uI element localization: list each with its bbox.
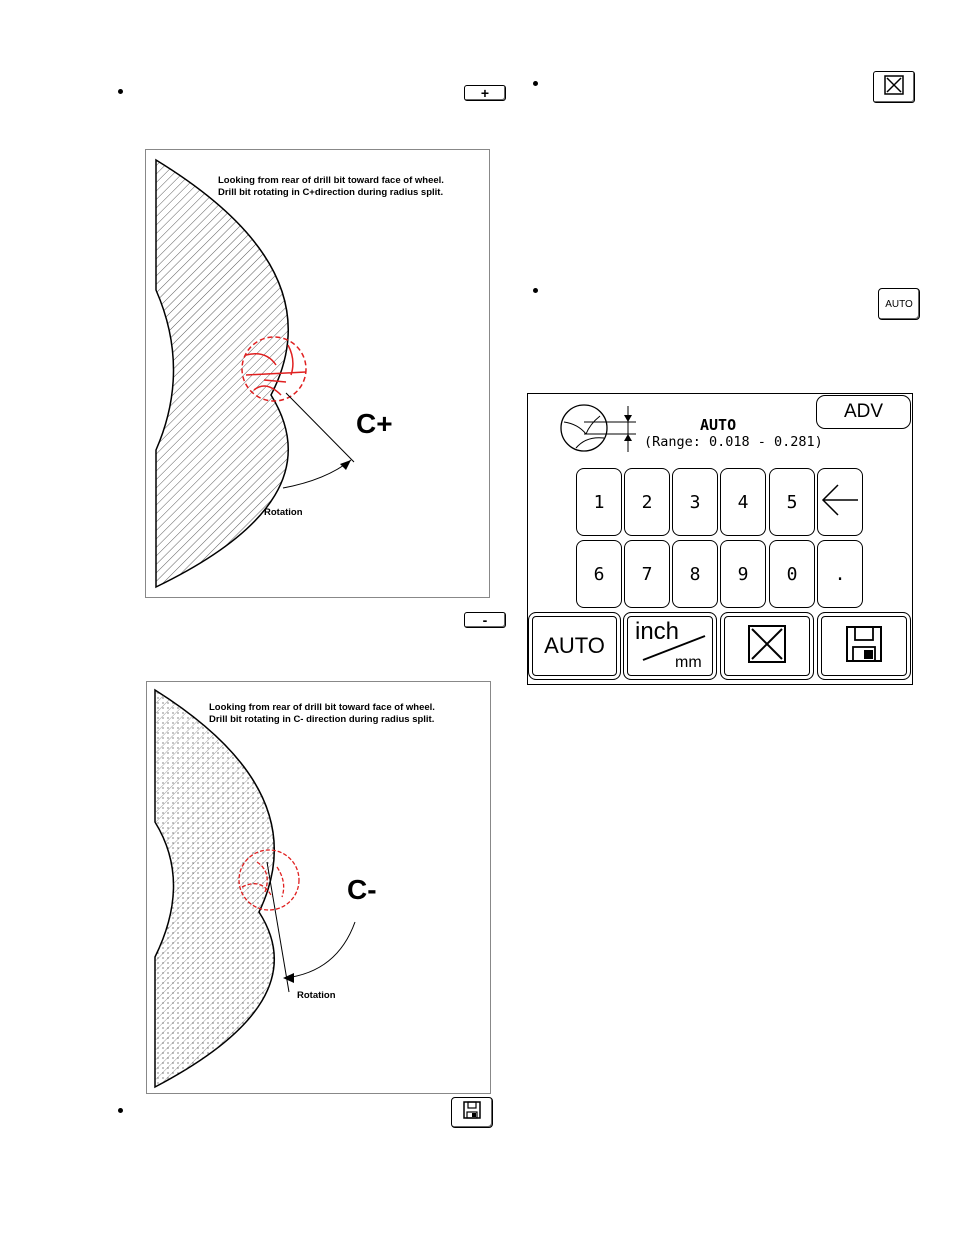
floppy-icon (463, 1101, 481, 1124)
key-0-label: 0 (786, 563, 798, 585)
key-3[interactable] (672, 468, 718, 536)
keypad-title: AUTO (700, 416, 737, 434)
keypad-range: (Range: 0.018 - 0.281) (644, 434, 823, 450)
bullet-2 (118, 1108, 123, 1113)
figure-c-plus (145, 149, 490, 598)
figure-c-minus (146, 681, 491, 1094)
key-4-label: 4 (737, 491, 749, 513)
bullet-4 (533, 288, 538, 293)
auto-button-small[interactable] (878, 288, 920, 320)
figure-c-minus-caption: Looking from rear of drill bit toward face of wheel. Drill bit rotating in C- direction during radius split. (209, 702, 435, 725)
key-7[interactable] (624, 540, 670, 608)
save-button[interactable] (817, 612, 911, 680)
key-9[interactable] (720, 540, 766, 608)
drill-bit-icon (556, 404, 640, 459)
cancel-button[interactable] (720, 612, 814, 680)
key-9-label: 9 (737, 563, 749, 585)
key-8[interactable] (672, 540, 718, 608)
key-4[interactable] (720, 468, 766, 536)
cancel-button-small[interactable] (873, 71, 915, 103)
figure-c-plus-caption: Looking from rear of drill bit toward face of wheel. Drill bit rotating in C+direction during radius split. (218, 175, 444, 198)
key-5[interactable] (769, 468, 815, 536)
bullet-3 (533, 81, 538, 86)
wheel-diagram-c-minus (147, 682, 490, 1093)
plus-button-label: + (480, 85, 490, 101)
key-1-label: 1 (593, 491, 605, 513)
auto-button-small-label: AUTO (885, 298, 913, 310)
wheel-diagram-c-plus (146, 150, 489, 597)
keypad-panel (527, 393, 913, 685)
save-button-small[interactable] (451, 1097, 493, 1128)
close-box-icon-large (747, 624, 787, 669)
unit-toggle-button[interactable] (623, 612, 717, 680)
adv-button[interactable] (816, 395, 911, 429)
key-1[interactable] (576, 468, 622, 536)
key-2[interactable] (624, 468, 670, 536)
close-box-icon (884, 75, 904, 100)
floppy-icon-large (845, 625, 883, 668)
key-6[interactable] (576, 540, 622, 608)
rotation-label-1: Rotation (264, 507, 303, 518)
key-5-label: 5 (786, 491, 798, 513)
minus-button-label: - (482, 612, 488, 628)
backspace-key[interactable] (817, 468, 863, 536)
key-2-label: 2 (641, 491, 653, 513)
key-7-label: 7 (641, 563, 653, 585)
unit-mm-label: mm (675, 654, 702, 671)
auto-button[interactable] (528, 612, 621, 680)
plus-button[interactable] (464, 85, 506, 101)
key-6-label: 6 (593, 563, 605, 585)
unit-toggle-content (627, 616, 713, 676)
minus-button[interactable] (464, 612, 506, 628)
auto-button-label: AUTO (544, 633, 605, 658)
key-decimal-label: . (834, 563, 846, 585)
adv-button-label: ADV (843, 401, 884, 422)
key-3-label: 3 (689, 491, 701, 513)
bullet-1 (118, 89, 123, 94)
unit-inch-label: inch (635, 618, 680, 645)
key-0[interactable] (769, 540, 815, 608)
arrow-left-icon (820, 483, 860, 522)
c-plus-label: C+ (356, 408, 393, 439)
c-minus-label: C- (347, 874, 377, 905)
key-decimal[interactable] (817, 540, 863, 608)
key-8-label: 8 (689, 563, 701, 585)
rotation-label-2: Rotation (297, 990, 336, 1001)
